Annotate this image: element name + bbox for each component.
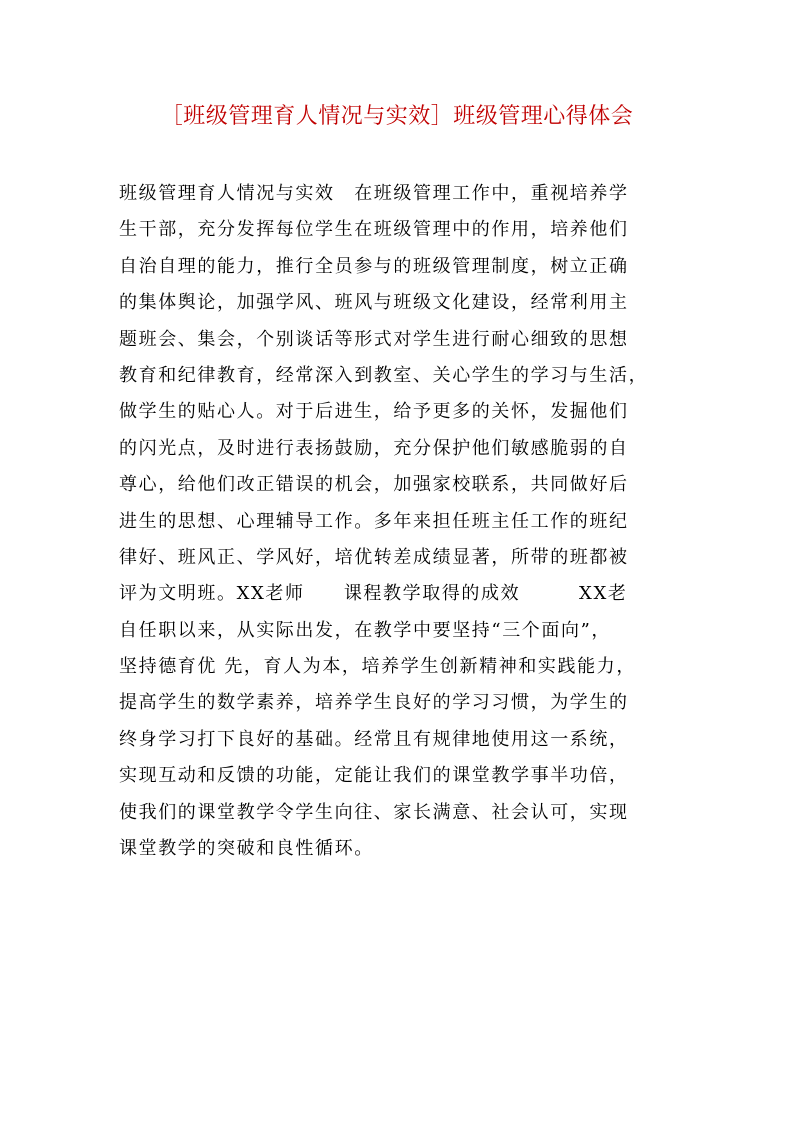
body-line: 坚持德育优 先，育人为本，培养学生创新精神和实践能力，: [119, 656, 636, 678]
body-line: 题班会、集会，个别谈话等形式对学生进行耐心细致的思想: [119, 328, 629, 350]
body-line: 自治自理的能力，推行全员参与的班级管理制度，树立正确: [119, 255, 629, 277]
body-line: 课堂教学的突破和良性循环。: [119, 838, 374, 860]
body-line: 的闪光点，及时进行表扬鼓励，充分保护他们敏感脆弱的自: [119, 437, 629, 459]
body-line: 实现互动和反馈的功能，定能让我们的课堂教学事半功倍，: [119, 765, 629, 787]
body-line: 生干部，充分发挥每位学生在班级管理中的作用，培养他们: [119, 219, 629, 241]
document-body: [119, 176, 694, 867]
document-title: ［班级管理育人情况与实效］班级管理心得体会: [160, 104, 634, 129]
body-line: 律好、班风正、学风好，培优转差成绩显著，所带的班都被: [119, 546, 629, 568]
body-line: 的集体舆论，加强学风、班风与班级文化建设，经常利用主: [119, 292, 629, 314]
body-line: 评为文明班。XX老师 课程教学取得的成效 XX老: [119, 583, 628, 605]
body-line: 做学生的贴心人。对于后进生，给予更多的关怀，发掘他们: [119, 401, 629, 423]
body-line: 自任职以来，从实际出发，在教学中要坚持“三个面向”，: [119, 619, 612, 641]
body-line: 进生的思想、心理辅导工作。多年来担任班主任工作的班纪: [119, 510, 629, 532]
body-line: 终身学习打下良好的基础。经常且有规律地使用这一系统，: [119, 728, 629, 750]
body-line: 使我们的课堂教学令学生向往、家长满意、社会认可，实现: [119, 801, 629, 823]
body-line: 提高学生的数学素养，培养学生良好的学习习惯，为学生的: [119, 692, 629, 714]
body-line: 尊心，给他们改正错误的机会，加强家校联系，共同做好后: [119, 474, 629, 496]
body-line: 教育和纪律教育，经常深入到教室、关心学生的学习与生活，: [119, 364, 649, 386]
body-line: 班级管理育人情况与实效 在班级管理工作中，重视培养学: [119, 183, 629, 204]
